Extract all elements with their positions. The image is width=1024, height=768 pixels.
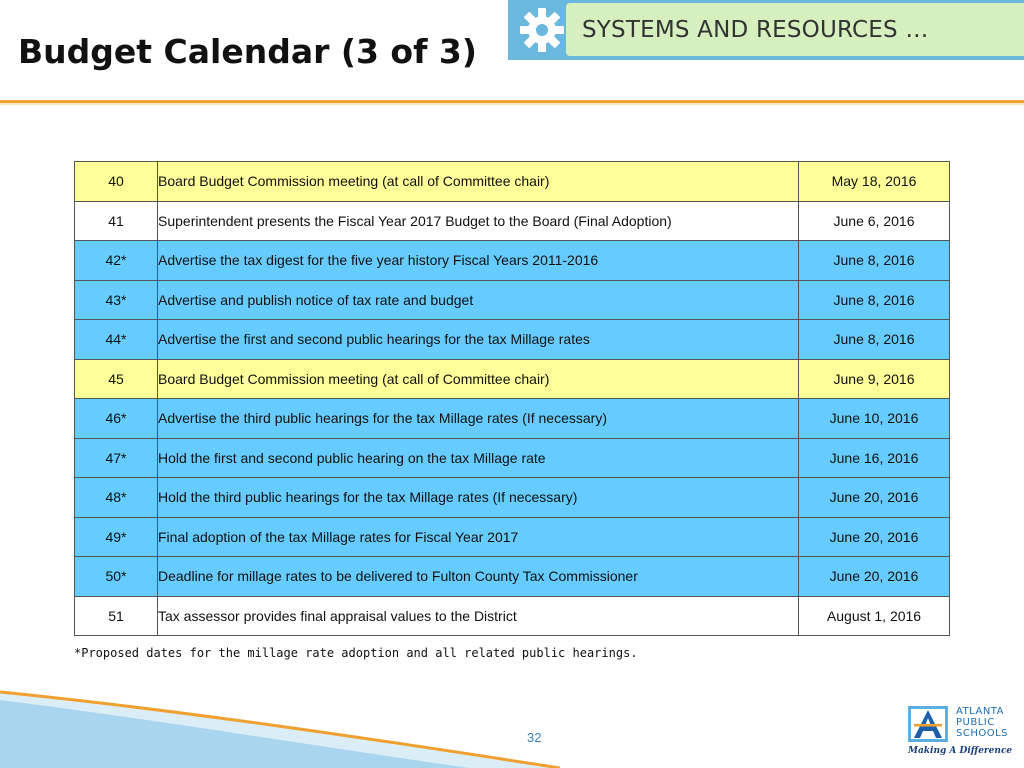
row-description: Tax assessor provides final appraisal values to the District	[158, 596, 799, 636]
logo-line-2: PUBLIC	[956, 717, 995, 728]
table-row	[75, 320, 950, 360]
row-description: Board Budget Commission meeting (at call of Committee chair)	[158, 359, 799, 399]
banner-label-box	[566, 3, 1024, 56]
row-date: June 10, 2016	[799, 399, 950, 439]
row-date: June 8, 2016	[799, 320, 950, 360]
table-row	[75, 201, 950, 241]
row-description: Advertise the tax digest for the five year history Fiscal Years 2011-2016	[158, 241, 799, 281]
row-description: Hold the first and second public hearing on the tax Millage rate	[158, 438, 799, 478]
row-number: 44*	[75, 320, 158, 360]
row-date: June 20, 2016	[799, 517, 950, 557]
table-row	[75, 478, 950, 518]
atlanta-public-schools-logo	[906, 704, 1016, 760]
logo-line-3: SCHOOLS	[956, 728, 1009, 739]
page-number: 32	[527, 730, 542, 745]
row-date: June 16, 2016	[799, 438, 950, 478]
row-description: Superintendent presents the Fiscal Year 2017 Budget to the Board (Final Adoption)	[158, 201, 799, 241]
table-row	[75, 399, 950, 439]
row-description: Final adoption of the tax Millage rates for Fiscal Year 2017	[158, 517, 799, 557]
row-description: Board Budget Commission meeting (at call of Committee chair)	[158, 162, 799, 202]
row-date: June 8, 2016	[799, 241, 950, 281]
row-number: 43*	[75, 280, 158, 320]
table-row	[75, 438, 950, 478]
row-date: June 8, 2016	[799, 280, 950, 320]
row-date: June 9, 2016	[799, 359, 950, 399]
banner-text: SYSTEMS AND RESOURCES …	[582, 17, 929, 43]
row-number: 49*	[75, 517, 158, 557]
table-row	[75, 162, 950, 202]
section-banner	[508, 0, 1024, 60]
row-number: 45	[75, 359, 158, 399]
row-date: June 20, 2016	[799, 478, 950, 518]
decorative-wave	[0, 680, 560, 768]
logo-tagline: Making A Difference	[908, 746, 1013, 756]
slide-title: Budget Calendar (3 of 3)	[18, 32, 477, 71]
row-description: Advertise and publish notice of tax rate and budget	[158, 280, 799, 320]
row-number: 40	[75, 162, 158, 202]
row-number: 46*	[75, 399, 158, 439]
table-row	[75, 359, 950, 399]
row-date: May 18, 2016	[799, 162, 950, 202]
row-description: Deadline for millage rates to be delivered to Fulton County Tax Commissioner	[158, 557, 799, 597]
row-number: 51	[75, 596, 158, 636]
budget-calendar-table	[74, 161, 950, 636]
row-description: Advertise the first and second public hearings for the tax Millage rates	[158, 320, 799, 360]
footnote: *Proposed dates for the millage rate adoption and all related public hearings.	[74, 646, 638, 660]
table-row	[75, 596, 950, 636]
row-number: 42*	[75, 241, 158, 281]
table-row	[75, 241, 950, 281]
row-description: Hold the third public hearings for the tax Millage rates (If necessary)	[158, 478, 799, 518]
row-date: August 1, 2016	[799, 596, 950, 636]
aps-logo-icon	[908, 706, 948, 742]
row-description: Advertise the third public hearings for the tax Millage rates (If necessary)	[158, 399, 799, 439]
row-number: 48*	[75, 478, 158, 518]
row-date: June 20, 2016	[799, 557, 950, 597]
row-number: 50*	[75, 557, 158, 597]
row-date: June 6, 2016	[799, 201, 950, 241]
logo-line-1: ATLANTA	[956, 706, 1004, 717]
budget-calendar-body	[75, 162, 950, 636]
title-divider-shadow	[0, 103, 1024, 105]
table-row	[75, 557, 950, 597]
table-row	[75, 517, 950, 557]
table-row	[75, 280, 950, 320]
gear-icon	[514, 2, 570, 58]
row-number: 47*	[75, 438, 158, 478]
row-number: 41	[75, 201, 158, 241]
